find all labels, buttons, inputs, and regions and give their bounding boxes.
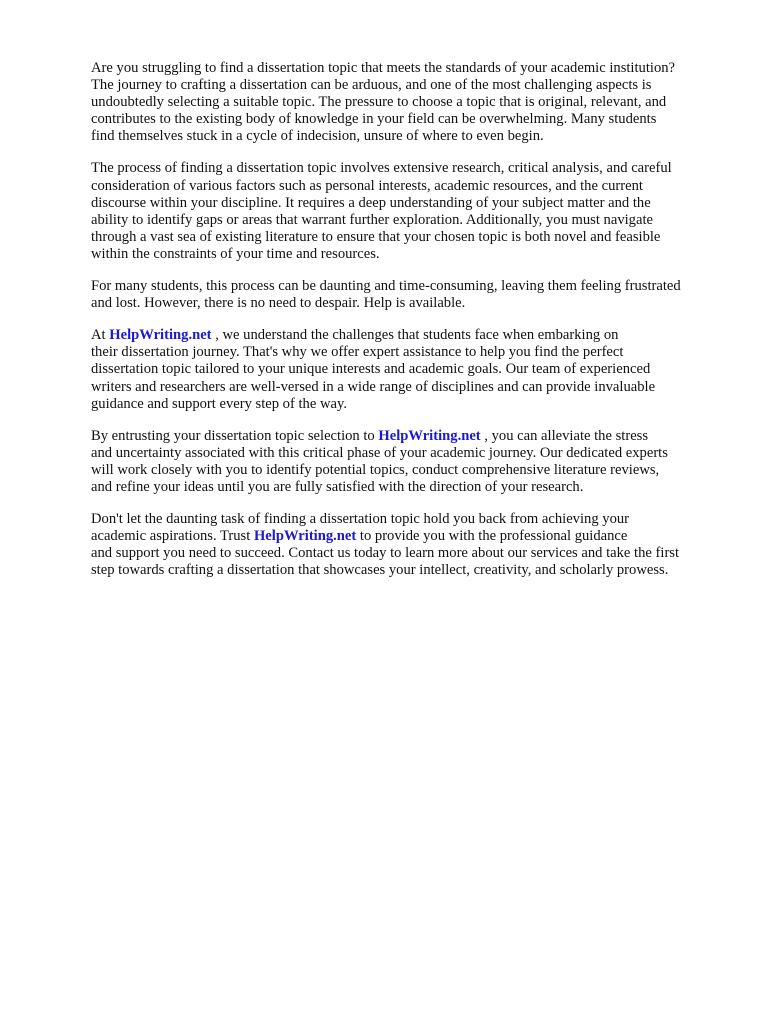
paragraph-process: The process of finding a dissertation topic involves extensive research, critical analysis, and careful consideration of various factors such as personal interests, academic resources, and the current discourse within your discipline. It requires a deep understanding of your subject matter and the ability to identify gaps or areas that warrant further exploration. Additionally, you must navigate through a vast sea of existing literature to ensure that your chosen topic is both novel and feasible within the constraints of your time and resources. xyxy=(91,160,672,262)
paragraph-text-after: , you can alleviate the stress and uncertainty associated with this critical phase of your academic journey. Our dedicated experts will work closely with you to identify potential topics, conduct comprehensive literature reviews, and refine your ideas until you are fully satisfied with the direction of your research. xyxy=(91,427,668,495)
paragraph-text-after: , we understand the challenges that students face when embarking on their dissertation journey. That's why we offer expert assistance to help you find the perfect dissertation topic tailored to your unique interests and academic goals. Our team of experienced writers and researchers are well-versed in a wide range of disciplines and can provide invaluable guidance and support every step of the way. xyxy=(91,327,656,412)
paragraph-text-after: to provide you with the professional guidance and support you need to succeed. Contact us today to learn more about our services and take the first step towards crafting a dissertation that showcases your intellect, creativity, and scholarly prowess. xyxy=(91,528,680,579)
document-page xyxy=(91,60,731,594)
helpwriting-link[interactable]: HelpWriting.net xyxy=(378,427,481,444)
helpwriting-link[interactable]: HelpWriting.net xyxy=(253,528,357,545)
paragraph-at-helpwriting xyxy=(91,327,731,412)
paragraph-entrusting xyxy=(91,428,731,496)
paragraph-trust xyxy=(91,511,731,579)
paragraph-intro: Are you struggling to find a dissertation topic that meets the standards of your academic institution? The journey to crafting a dissertation can be arduous, and one of the most challenging aspects is undoubtedly selecting a suitable topic. The pressure to choose a topic that is original, relevant, and contributes to the existing body of knowledge in your field can be overwhelming. Many students find themselves stuck in a cycle of indecision, unsure of where to even begin. xyxy=(91,60,676,145)
paragraph-daunting: For many students, this process can be daunting and time-consuming, leaving them feeling frustrated and lost. However, there is no need to despair. Help is available. xyxy=(91,278,681,312)
paragraph-text-before: At xyxy=(91,327,110,344)
helpwriting-link[interactable]: HelpWriting.net xyxy=(109,327,212,344)
paragraph-text-before: By entrusting your dissertation topic selection to xyxy=(91,427,379,444)
paragraph-text-before: Don't let the daunting task of finding a dissertation topic hold you back from achieving your academic aspirations. Trust xyxy=(91,511,630,545)
